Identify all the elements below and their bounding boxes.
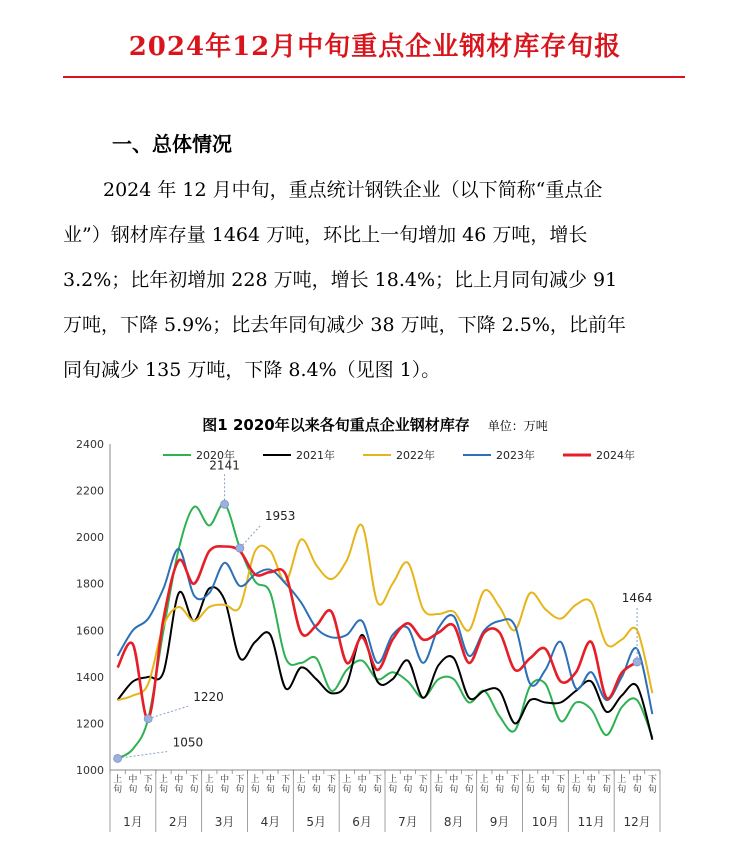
paragraph-line: 业”）钢材库存量 1464 万吨，环比上一旬增加 46 万吨，增长 — [63, 224, 588, 246]
x-tick-label: 中旬 — [128, 775, 138, 795]
series-line-0 — [118, 504, 653, 758]
month-label: 2月 — [168, 815, 189, 829]
legend-label: 2024年 — [596, 449, 635, 462]
paragraph-line: 3.2%；比年初增加 228 万吨，增长 18.4%；比上月同旬减少 91 — [63, 269, 618, 291]
x-tick-label: 下旬 — [189, 775, 199, 795]
x-tick-label: 中旬 — [540, 775, 550, 795]
annotation-leader — [148, 706, 189, 719]
x-tick-label: 上旬 — [617, 775, 627, 795]
annotation-label: 1050 — [172, 735, 204, 750]
x-tick-label: 下旬 — [556, 775, 566, 795]
x-tick-label: 中旬 — [220, 775, 230, 795]
x-tick-label: 下旬 — [143, 775, 153, 795]
annotation-point — [221, 500, 229, 508]
series-line-2 — [118, 525, 653, 701]
series-line-1 — [118, 587, 653, 740]
x-tick-label: 下旬 — [372, 775, 382, 795]
x-tick-label: 上旬 — [250, 775, 260, 795]
annotation-label: 1220 — [193, 689, 224, 704]
chart-title-text: 图1 2020年以来各旬重点企业钢材库存 — [202, 416, 470, 434]
y-tick-label: 1600 — [76, 624, 104, 638]
paragraph-line: 万吨，下降 5.9%；比去年同旬减少 38 万吨，下降 2.5%，比前年 — [63, 314, 626, 336]
x-tick-label: 上旬 — [158, 775, 168, 795]
annotation-point — [114, 754, 122, 762]
x-tick-label: 上旬 — [571, 775, 581, 795]
month-label: 4月 — [260, 815, 281, 829]
x-tick-label: 中旬 — [403, 775, 413, 795]
legend-label: 2021年 — [296, 449, 335, 462]
paragraph-line: 2024 年 12 月中旬，重点统计钢铁企业（以下简称“重点企 — [103, 179, 603, 201]
x-tick-label: 中旬 — [449, 775, 459, 795]
x-tick-label: 下旬 — [281, 775, 291, 795]
annotation-label: 1953 — [264, 509, 296, 524]
x-tick-label: 下旬 — [602, 775, 612, 795]
y-tick-label: 1000 — [76, 764, 104, 777]
x-tick-label: 中旬 — [495, 775, 505, 795]
x-tick-label: 上旬 — [479, 775, 489, 795]
y-tick-label: 1800 — [76, 577, 104, 591]
x-tick-label: 中旬 — [265, 775, 275, 795]
x-tick-label: 上旬 — [388, 775, 398, 795]
annotation-leader — [240, 525, 261, 548]
legend-label: 2022年 — [396, 449, 435, 462]
y-tick-label: 2000 — [76, 531, 104, 545]
month-label: 6月 — [352, 815, 372, 829]
y-tick-label: 2200 — [76, 484, 104, 498]
month-label: 9月 — [489, 815, 510, 829]
x-tick-label: 下旬 — [464, 775, 474, 795]
x-tick-label: 上旬 — [204, 775, 214, 795]
month-label: 12月 — [623, 815, 651, 829]
annotation-label: 1464 — [621, 590, 653, 605]
month-label: 10月 — [531, 815, 560, 829]
month-label: 5月 — [306, 815, 327, 829]
y-tick-label: 1400 — [76, 670, 104, 684]
legend-label: 2023年 — [496, 449, 535, 462]
x-tick-label: 中旬 — [357, 775, 367, 795]
month-label: 3月 — [214, 815, 235, 829]
x-tick-label: 上旬 — [525, 775, 535, 795]
annotation-point — [633, 658, 641, 666]
month-label: 7月 — [398, 815, 418, 829]
annotation-point — [144, 715, 152, 723]
x-tick-label: 上旬 — [433, 775, 443, 795]
legend-label: 2020年 — [196, 449, 235, 462]
x-tick-label: 下旬 — [327, 775, 337, 795]
month-label: 11月 — [577, 815, 605, 829]
month-label: 8月 — [443, 815, 464, 829]
chart-unit: 单位：万吨 — [487, 419, 548, 433]
y-tick-label: 2400 — [76, 438, 104, 451]
x-tick-label: 上旬 — [342, 775, 352, 795]
x-tick-label: 中旬 — [311, 775, 321, 795]
x-tick-label: 上旬 — [113, 775, 123, 795]
report-title: 2024年12月中旬重点企业钢材库存旬报 — [128, 32, 622, 62]
section-heading: 一、总体情况 — [112, 132, 232, 156]
x-tick-label: 上旬 — [296, 775, 306, 795]
paragraph-line: 同旬减少 135 万吨，下降 8.4%（见图 1）。 — [63, 359, 441, 381]
x-tick-label: 下旬 — [647, 775, 657, 795]
month-label: 1月 — [123, 815, 143, 829]
x-tick-label: 下旬 — [510, 775, 520, 795]
x-tick-label: 中旬 — [174, 775, 184, 795]
y-tick-label: 1200 — [76, 717, 104, 731]
x-tick-label: 下旬 — [418, 775, 428, 795]
x-tick-label: 中旬 — [632, 775, 642, 795]
annotation-point — [236, 544, 244, 552]
annotation-label: 2141 — [209, 458, 240, 473]
x-tick-label: 下旬 — [235, 775, 245, 795]
x-tick-label: 中旬 — [586, 775, 596, 795]
